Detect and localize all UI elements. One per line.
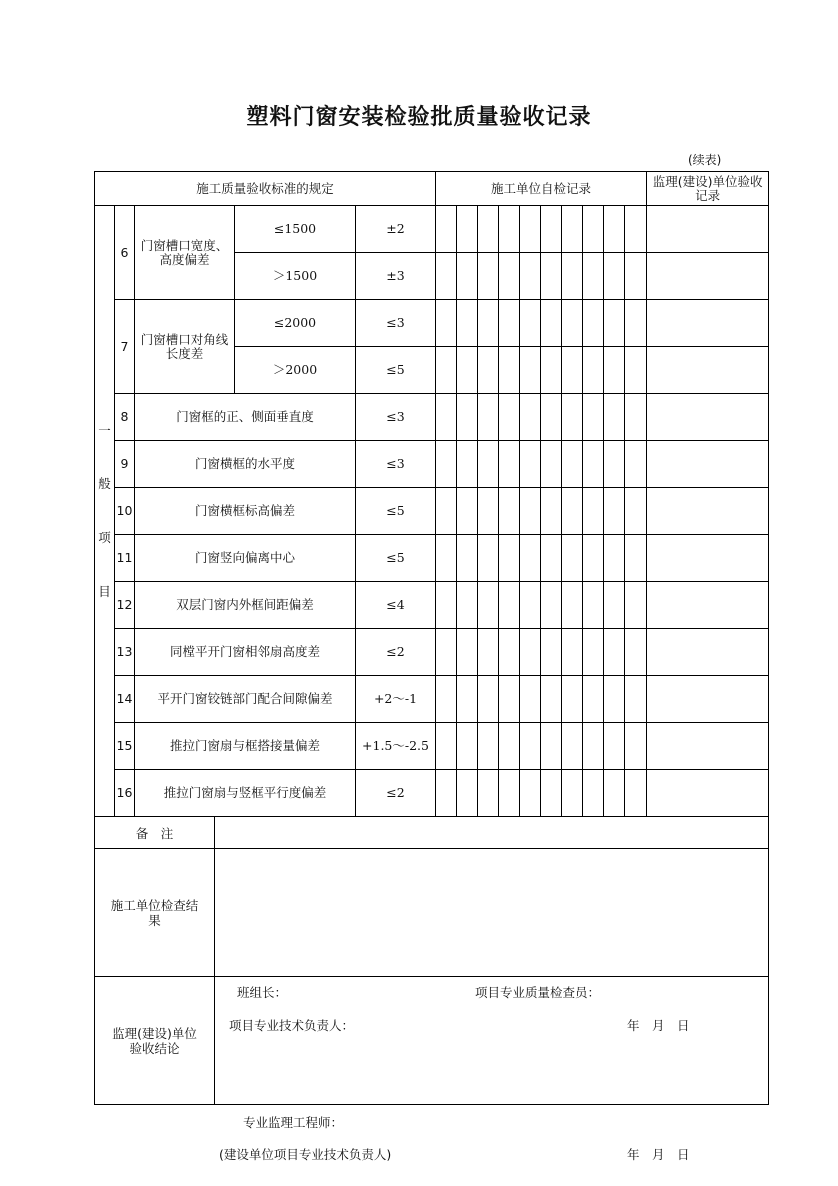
self-check-cell[interactable] xyxy=(541,535,562,582)
section-label-char: 一 xyxy=(98,422,111,438)
inspection-table xyxy=(94,171,769,817)
self-check-cell[interactable] xyxy=(478,629,499,676)
self-check-cell[interactable] xyxy=(499,300,520,347)
self-check-cell[interactable] xyxy=(499,770,520,817)
self-check-cell[interactable] xyxy=(541,629,562,676)
self-check-cell[interactable] xyxy=(583,535,604,582)
item-name: 同樘平开门窗相邻扇高度差 xyxy=(135,629,356,676)
self-check-cell[interactable] xyxy=(520,723,541,770)
table-row xyxy=(95,723,769,770)
self-check-cell[interactable] xyxy=(520,347,541,394)
self-check-cell[interactable] xyxy=(436,300,457,347)
section-label xyxy=(95,206,115,817)
item-number: 16 xyxy=(115,770,135,817)
self-check-cell[interactable] xyxy=(541,676,562,723)
self-check-cell[interactable] xyxy=(499,441,520,488)
item-name: 门窗竖向偏离中心 xyxy=(135,535,356,582)
item-name: 门窗槽口对角线长度差 xyxy=(135,300,235,394)
item-allowed-value: +2～-1 xyxy=(356,676,436,723)
self-check-cell[interactable] xyxy=(541,206,562,253)
table-row xyxy=(95,582,769,629)
item-allowed-value: ≤3 xyxy=(356,394,436,441)
table-row xyxy=(95,629,769,676)
self-check-cell[interactable] xyxy=(583,488,604,535)
self-check-cell[interactable] xyxy=(436,394,457,441)
self-check-cell[interactable] xyxy=(562,347,583,394)
self-check-cell[interactable] xyxy=(457,676,478,723)
self-check-cell[interactable] xyxy=(583,582,604,629)
item-name: 门窗横框标高偏差 xyxy=(135,488,356,535)
self-check-cell[interactable] xyxy=(562,770,583,817)
self-check-cell[interactable] xyxy=(457,770,478,817)
table-row xyxy=(95,441,769,488)
self-check-cell[interactable] xyxy=(604,535,625,582)
supervision-date-label: 年 月 日 xyxy=(627,1146,690,1162)
item-name: 双层门窗内外框间距偏差 xyxy=(135,582,356,629)
self-check-cell[interactable] xyxy=(457,723,478,770)
item-number: 9 xyxy=(115,441,135,488)
self-check-cell[interactable] xyxy=(625,206,647,253)
self-check-cell[interactable] xyxy=(625,441,647,488)
self-check-cell[interactable] xyxy=(520,676,541,723)
self-check-cell[interactable] xyxy=(583,253,604,300)
item-number: 14 xyxy=(115,676,135,723)
header-self-check: 施工单位自检记录 xyxy=(436,172,647,206)
self-check-cell[interactable] xyxy=(478,723,499,770)
supervision-cell[interactable] xyxy=(647,676,769,723)
self-check-cell[interactable] xyxy=(478,394,499,441)
self-check-cell[interactable] xyxy=(541,347,562,394)
self-check-cell[interactable] xyxy=(583,770,604,817)
self-check-cell[interactable] xyxy=(457,488,478,535)
self-check-cell[interactable] xyxy=(520,253,541,300)
self-check-cell[interactable] xyxy=(457,347,478,394)
quality-inspector-label: 项目专业质量检查员： xyxy=(475,984,601,1000)
table-row xyxy=(95,394,769,441)
self-check-cell[interactable] xyxy=(541,394,562,441)
self-check-cell[interactable] xyxy=(583,723,604,770)
header-supervision: 监理(建设)单位验收记录 xyxy=(647,172,769,206)
supervision-cell[interactable] xyxy=(647,206,769,253)
self-check-cell[interactable] xyxy=(520,488,541,535)
self-check-cell[interactable] xyxy=(436,582,457,629)
self-check-cell[interactable] xyxy=(541,441,562,488)
self-check-cell[interactable] xyxy=(499,206,520,253)
self-check-cell[interactable] xyxy=(604,394,625,441)
item-number: 10 xyxy=(115,488,135,535)
self-check-cell[interactable] xyxy=(541,770,562,817)
self-check-cell[interactable] xyxy=(520,582,541,629)
self-check-cell[interactable] xyxy=(478,253,499,300)
self-check-cell[interactable] xyxy=(562,300,583,347)
construction-result-row xyxy=(95,849,769,977)
table-row xyxy=(95,300,769,347)
item-allowed-value: ≤3 xyxy=(356,300,436,347)
supervision-cell[interactable] xyxy=(647,582,769,629)
item-condition: ≤1500 xyxy=(235,206,356,253)
item-name: 平开门窗铰链部门配合间隙偏差 xyxy=(135,676,356,723)
self-check-cell[interactable] xyxy=(562,676,583,723)
self-check-cell[interactable] xyxy=(625,253,647,300)
item-allowed-value: ≤5 xyxy=(356,488,436,535)
self-check-cell[interactable] xyxy=(604,723,625,770)
self-check-cell[interactable] xyxy=(604,253,625,300)
self-check-cell[interactable] xyxy=(520,770,541,817)
self-check-cell[interactable] xyxy=(520,300,541,347)
supervision-cell[interactable] xyxy=(647,770,769,817)
supervision-cell[interactable] xyxy=(647,723,769,770)
item-allowed-value: ≤2 xyxy=(356,770,436,817)
self-check-cell[interactable] xyxy=(604,206,625,253)
self-check-cell[interactable] xyxy=(541,582,562,629)
self-check-cell[interactable] xyxy=(457,206,478,253)
self-check-cell[interactable] xyxy=(478,770,499,817)
header-standard: 施工质量验收标准的规定 xyxy=(95,172,436,206)
self-check-cell[interactable] xyxy=(583,441,604,488)
results-table xyxy=(94,816,769,1162)
item-allowed-value: ±3 xyxy=(356,253,436,300)
team-leader-label: 班组长： xyxy=(237,984,288,1000)
supervision-cell[interactable] xyxy=(647,253,769,300)
self-check-cell[interactable] xyxy=(604,347,625,394)
supervision-cell[interactable] xyxy=(647,394,769,441)
item-name: 门窗框的正、侧面垂直度 xyxy=(135,394,356,441)
item-name: 门窗横框的水平度 xyxy=(135,441,356,488)
header-row xyxy=(95,172,769,206)
table-row xyxy=(95,770,769,817)
self-check-cell[interactable] xyxy=(478,347,499,394)
tech-lead-label: 项目专业技术负责人： xyxy=(229,1017,355,1033)
item-number: 7 xyxy=(115,300,135,394)
item-number: 12 xyxy=(115,582,135,629)
self-check-cell[interactable] xyxy=(520,441,541,488)
supervision-cell[interactable] xyxy=(647,629,769,676)
self-check-cell[interactable] xyxy=(436,676,457,723)
self-check-cell[interactable] xyxy=(436,441,457,488)
self-check-cell[interactable] xyxy=(499,723,520,770)
self-check-cell[interactable] xyxy=(499,582,520,629)
self-check-cell[interactable] xyxy=(562,723,583,770)
self-check-cell[interactable] xyxy=(625,394,647,441)
self-check-cell[interactable] xyxy=(583,676,604,723)
self-check-cell[interactable] xyxy=(457,582,478,629)
self-check-cell[interactable] xyxy=(499,347,520,394)
self-check-cell[interactable] xyxy=(499,676,520,723)
self-check-cell[interactable] xyxy=(436,723,457,770)
self-check-cell[interactable] xyxy=(457,535,478,582)
self-check-cell[interactable] xyxy=(604,770,625,817)
self-check-cell[interactable] xyxy=(583,394,604,441)
item-allowed-value: ≤5 xyxy=(356,347,436,394)
supervision-conclusion-label: 监理(建设)单位验收结论 xyxy=(95,977,215,1105)
item-condition: ＞1500 xyxy=(235,253,356,300)
self-check-cell[interactable] xyxy=(457,253,478,300)
self-check-cell[interactable] xyxy=(604,676,625,723)
self-check-cell[interactable] xyxy=(625,770,647,817)
self-check-cell[interactable] xyxy=(562,488,583,535)
self-check-cell[interactable] xyxy=(499,629,520,676)
self-check-cell[interactable] xyxy=(478,582,499,629)
self-check-cell[interactable] xyxy=(625,723,647,770)
item-allowed-value: ≤3 xyxy=(356,441,436,488)
item-number: 11 xyxy=(115,535,135,582)
remarks-field[interactable] xyxy=(215,817,769,849)
self-check-cell[interactable] xyxy=(457,629,478,676)
table-row xyxy=(95,488,769,535)
self-check-cell[interactable] xyxy=(436,770,457,817)
self-check-cell[interactable] xyxy=(625,535,647,582)
remarks-row xyxy=(95,817,769,849)
self-check-cell[interactable] xyxy=(562,441,583,488)
self-check-cell[interactable] xyxy=(625,676,647,723)
self-check-cell[interactable] xyxy=(625,300,647,347)
supervision-cell[interactable] xyxy=(647,488,769,535)
section-label-char: 目 xyxy=(98,583,111,599)
item-condition: ≤2000 xyxy=(235,300,356,347)
item-allowed-value: +1.5～-2.5 xyxy=(356,723,436,770)
self-check-cell[interactable] xyxy=(604,582,625,629)
self-check-cell[interactable] xyxy=(436,629,457,676)
self-check-cell[interactable] xyxy=(436,206,457,253)
self-check-cell[interactable] xyxy=(457,394,478,441)
item-condition: ＞2000 xyxy=(235,347,356,394)
self-check-cell[interactable] xyxy=(562,629,583,676)
self-check-cell[interactable] xyxy=(499,394,520,441)
self-check-cell[interactable] xyxy=(562,535,583,582)
construction-result-field[interactable] xyxy=(215,849,769,1033)
item-name: 推拉门窗扇与框搭接量偏差 xyxy=(135,723,356,770)
supervision-conclusion-row xyxy=(95,977,769,1105)
self-check-cell[interactable] xyxy=(478,535,499,582)
self-check-cell[interactable] xyxy=(562,253,583,300)
self-check-cell[interactable] xyxy=(436,488,457,535)
self-check-cell[interactable] xyxy=(625,347,647,394)
self-check-cell[interactable] xyxy=(478,300,499,347)
self-check-cell[interactable] xyxy=(499,253,520,300)
section-label-char: 般 xyxy=(98,476,111,492)
self-check-cell[interactable] xyxy=(457,441,478,488)
self-check-cell[interactable] xyxy=(520,206,541,253)
item-allowed-value: ≤4 xyxy=(356,582,436,629)
remarks-label: 备 注 xyxy=(95,817,215,849)
page-title: 塑料门窗安装检验批质量验收记录 xyxy=(246,105,592,130)
item-number: 8 xyxy=(115,394,135,441)
self-check-cell[interactable] xyxy=(520,394,541,441)
self-check-cell[interactable] xyxy=(478,441,499,488)
item-number: 15 xyxy=(115,723,135,770)
item-allowed-value: ±2 xyxy=(356,206,436,253)
self-check-cell[interactable] xyxy=(541,300,562,347)
item-name: 推拉门窗扇与竖框平行度偏差 xyxy=(135,770,356,817)
self-check-cell[interactable] xyxy=(436,253,457,300)
self-check-cell[interactable] xyxy=(625,488,647,535)
self-check-cell[interactable] xyxy=(625,629,647,676)
self-check-cell[interactable] xyxy=(583,206,604,253)
table-row xyxy=(95,535,769,582)
self-check-cell[interactable] xyxy=(583,629,604,676)
continued-label: (续表) xyxy=(688,153,722,167)
self-check-cell[interactable] xyxy=(541,253,562,300)
self-check-cell[interactable] xyxy=(457,300,478,347)
self-check-cell[interactable] xyxy=(520,629,541,676)
self-check-cell[interactable] xyxy=(478,488,499,535)
self-check-cell[interactable] xyxy=(625,582,647,629)
supervision-cell[interactable] xyxy=(647,535,769,582)
self-check-cell[interactable] xyxy=(583,347,604,394)
self-check-cell[interactable] xyxy=(541,488,562,535)
self-check-cell[interactable] xyxy=(604,441,625,488)
self-check-cell[interactable] xyxy=(478,206,499,253)
owner-tech-lead-label: (建设单位项目专业技术负责人) xyxy=(219,1146,392,1162)
construction-date-label: 年 月 日 xyxy=(627,1017,690,1033)
construction-result-label: 施工单位检查结果 xyxy=(95,849,215,977)
self-check-cell[interactable] xyxy=(562,206,583,253)
self-check-cell[interactable] xyxy=(541,723,562,770)
section-label-char: 项 xyxy=(98,530,111,545)
self-check-cell[interactable] xyxy=(604,488,625,535)
self-check-cell[interactable] xyxy=(520,535,541,582)
self-check-cell[interactable] xyxy=(562,582,583,629)
self-check-cell[interactable] xyxy=(436,535,457,582)
self-check-cell[interactable] xyxy=(499,535,520,582)
table-row xyxy=(95,676,769,723)
self-check-cell[interactable] xyxy=(562,394,583,441)
item-allowed-value: ≤5 xyxy=(356,535,436,582)
supervision-cell[interactable] xyxy=(647,347,769,394)
self-check-cell[interactable] xyxy=(604,629,625,676)
supervision-cell[interactable] xyxy=(647,441,769,488)
item-name: 门窗槽口宽度、高度偏差 xyxy=(135,206,235,300)
self-check-cell[interactable] xyxy=(478,676,499,723)
supervision-cell[interactable] xyxy=(647,300,769,347)
item-number: 6 xyxy=(115,206,135,300)
table-row xyxy=(95,206,769,253)
self-check-cell[interactable] xyxy=(604,300,625,347)
item-allowed-value: ≤2 xyxy=(356,629,436,676)
self-check-cell[interactable] xyxy=(499,488,520,535)
supervising-engineer-label: 专业监理工程师： xyxy=(243,1114,344,1130)
item-number: 13 xyxy=(115,629,135,676)
self-check-cell[interactable] xyxy=(436,347,457,394)
self-check-cell[interactable] xyxy=(583,300,604,347)
